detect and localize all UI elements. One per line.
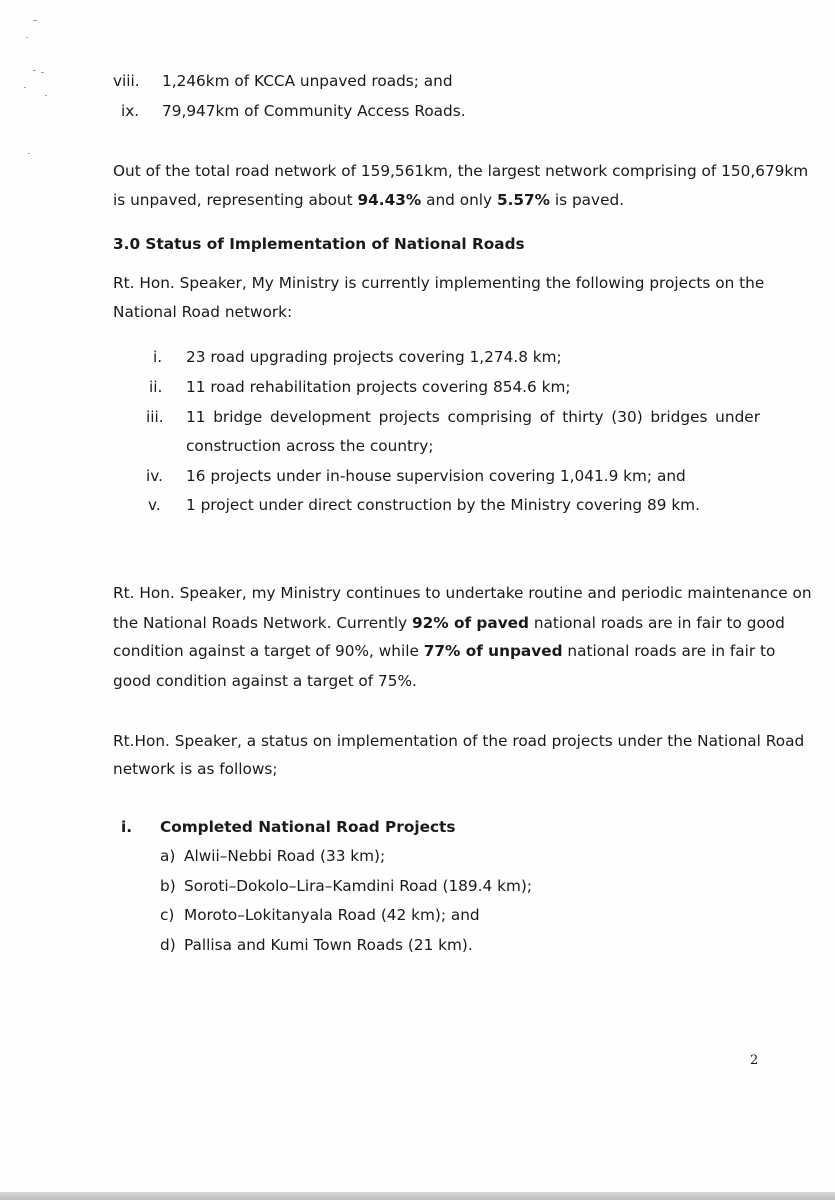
list-item-number: ix. (121, 102, 140, 120)
list-item-number: ii. (149, 378, 163, 396)
paved-percentage: 5.57% (496, 191, 551, 209)
list-item-letter: c) (160, 906, 175, 924)
list-item-text: Pallisa and Kumi Town Roads (21 km). (184, 936, 473, 954)
list-item-letter: b) (160, 877, 176, 895)
list-item-number: v. (148, 496, 161, 514)
paved-condition-percentage: 92% of paved (412, 614, 529, 632)
page-bottom-edge (0, 1192, 835, 1200)
list-item-text: 1,246km of KCCA unpaved roads; and (162, 72, 453, 90)
list-item-number: iii. (146, 408, 164, 426)
scan-speck (41, 72, 44, 73)
unpaved-condition-percentage: 77% of unpaved (423, 642, 563, 660)
subsection-heading: Completed National Road Projects (160, 818, 456, 836)
list-item-text: 11 road rehabilitation projects covering 854.6 km; (186, 378, 571, 396)
paragraph-line: condition against a target of 90%, while 77% of unpaved national roads are in fair to (113, 642, 776, 660)
page-number: 2 (750, 1053, 759, 1068)
list-item-text: Soroti–Dokolo–Lira–Kamdini Road (189.4 km); (184, 877, 532, 895)
paragraph-line: Rt.Hon. Speaker, a status on implementation of the road projects under the National Road (113, 732, 805, 750)
scan-speck (45, 95, 47, 96)
list-item-number: iv. (146, 467, 163, 485)
paragraph-line: Rt. Hon. Speaker, my Ministry continues to undertake routine and periodic maintenance on (113, 584, 812, 602)
scan-speck (33, 70, 36, 71)
paragraph-line: Rt. Hon. Speaker, My Ministry is currently implementing the following projects on the (113, 274, 765, 292)
list-item-letter: d) (160, 936, 176, 954)
paragraph-line: network is as follows; (113, 760, 278, 778)
list-item-text: Alwii–Nebbi Road (33 km); (184, 847, 386, 865)
scan-speck (28, 153, 30, 154)
list-item-number: viii. (113, 72, 140, 90)
paragraph-line: is unpaved, representing about 94.43% and only 5.57% is paved. (113, 191, 625, 209)
list-item-text: 23 road upgrading projects covering 1,274.8 km; (186, 348, 562, 366)
scan-speck (26, 37, 28, 38)
scan-speck (33, 20, 37, 21)
list-item-text: 1 project under direct construction by the Ministry covering 89 km. (186, 496, 700, 514)
list-item-text: 16 projects under in-house supervision covering 1,041.9 km; and (186, 467, 686, 485)
list-item-number: i. (153, 348, 163, 366)
list-item-text: 11 bridge development projects comprising of thirty (30) bridges under (186, 408, 760, 426)
subsection-number: i. (121, 818, 133, 836)
paragraph-line: Out of the total road network of 159,561km, the largest network comprising of 150,679km (113, 162, 809, 180)
list-item-text: 79,947km of Community Access Roads. (162, 102, 466, 120)
list-item-text: construction across the country; (186, 437, 434, 455)
paragraph-line: the National Roads Network. Currently 92% of paved national roads are in fair to good (113, 614, 785, 632)
list-item-letter: a) (160, 847, 176, 865)
paragraph-line: National Road network: (113, 303, 293, 321)
scan-speck (24, 87, 26, 88)
list-item-text: Moroto–Lokitanyala Road (42 km); and (184, 906, 480, 924)
paragraph-line: good condition against a target of 75%. (113, 672, 417, 690)
section-heading: 3.0 Status of Implementation of National Roads (113, 235, 525, 253)
unpaved-percentage: 94.43% (357, 191, 422, 209)
